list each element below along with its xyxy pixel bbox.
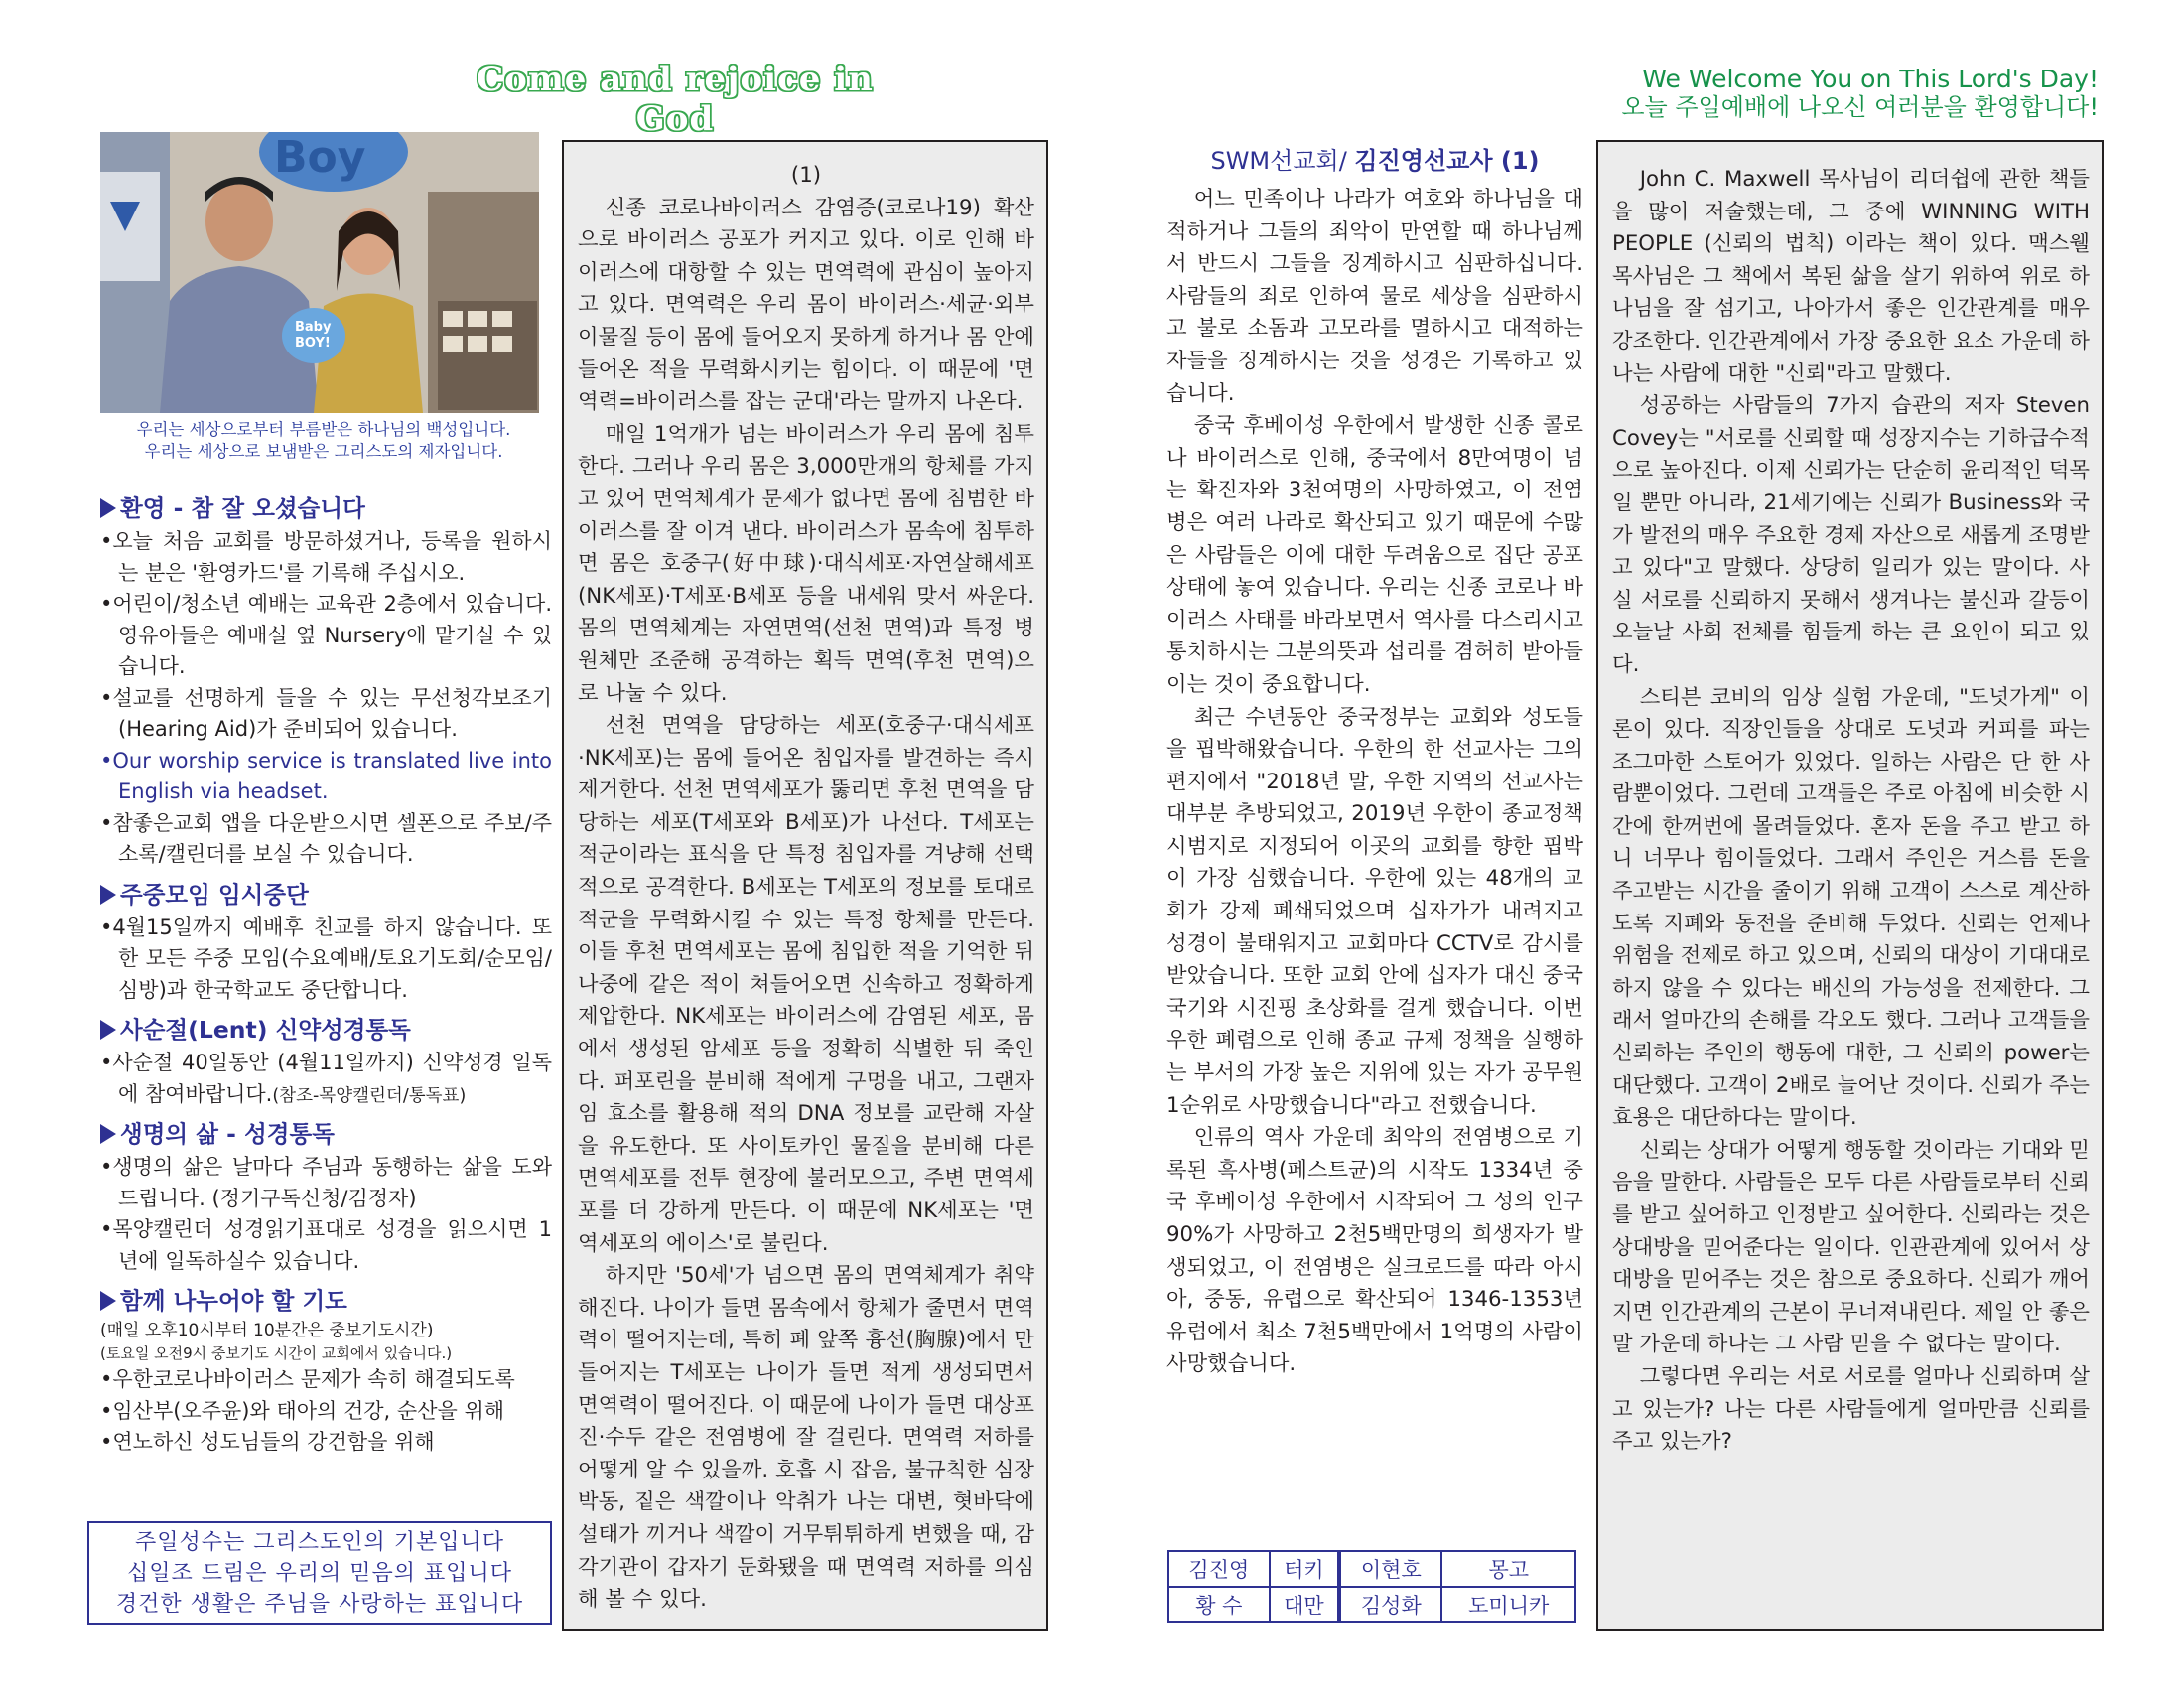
table-cell: 황 수 bbox=[1168, 1587, 1270, 1622]
article-heading: (1) bbox=[790, 163, 822, 188]
statement-line: 주일성수는 그리스도인의 기본입니다 bbox=[134, 1530, 505, 1555]
section-heading-life: 생명의 삶 - 성경통독 bbox=[100, 1118, 552, 1150]
prayer-note: (매일 오후10시부터 10분간은 중보기도시간) bbox=[100, 1321, 434, 1340]
letter-paragraph: 인류의 역사 가운데 최악의 전염병으로 기록된 흑사병(페스트균)의 시작도 1334년 중국 후베이성 우한에서 시작되어 그 성의 인구 90%가 사망하고 2천5백만명의 희생자가 발생되었고, 이 전염병은 실크로드를 따라 아시아, 중동, 유럽으로 확산되어 1346-1353년 유럽에서 최소 7천5백만에서 1억명의 사람이 사망했습니다. bbox=[1166, 1125, 1583, 1377]
triangle-bullet-icon bbox=[100, 885, 116, 905]
table-cell: 몽고 bbox=[1441, 1551, 1575, 1587]
letter-paragraph: 중국 후베이성 우한에서 발생한 신종 콜로나 바이러스로 인해, 중국에서 8만여명이 넘는 확진자와 3천여명의 사망하였고, 이 전염병은 여러 나라로 확산되고 있기 때문에 수많은 사람들은 이에 대한 두려움으로 집단 공포 상태에 놓여 있습니다. 우리는 신종 코로나 바이러스 사태를 바라보면서 역사를 다스리시고 통치하시는 그분의뜻과 섭리를 겸허히 받아들이는 것이 중요합니다. bbox=[1166, 413, 1583, 697]
list-item: •어린이/청소년 예배는 교육관 2층에서 있습니다. 영유아들은 예배실 옆 Nursery에 맡기실 수 있습니다. bbox=[100, 592, 552, 678]
section-heading-welcome: 환영 - 참 잘 오셨습니다 bbox=[100, 492, 552, 524]
article-paragraph: 매일 1억개가 넘는 바이러스가 우리 몸에 침투한다. 그러나 우리 몸은 3,000만개의 항체를 가지고 있어 면역체계가 문제가 없다면 몸에 침범한 바이러스를 잘 이겨 낸다. 바이러스가 몸속에 침투하면 몸은 호중구(好中球)·대식세포·자연살해세포(NK세포)·T세포·B세포 등을 내세워 맞서 싸운다. 몸의 면역체계는 자연면역(선천 면역)과 특정 병원체만 조준해 공격하는 획득 면역(후천 면역)으로 나눌 수 있다. bbox=[578, 421, 1034, 706]
caption-line: 우리는 세상으로부터 부름받은 하나님의 백성입니다. bbox=[136, 420, 511, 439]
caption-line: 우리는 세상으로 보냄받은 그리스도의 제자입니다. bbox=[144, 442, 503, 461]
announcements bbox=[100, 485, 552, 1459]
couple-photo bbox=[100, 132, 539, 413]
section-heading-lent: 사순절(Lent) 신약성경통독 bbox=[100, 1014, 552, 1046]
couple-photo-image bbox=[100, 132, 539, 413]
list-item: •Our worship service is translated live into English via headset. bbox=[100, 748, 552, 803]
table-cell: 도미니카 bbox=[1441, 1587, 1575, 1622]
welcome-header bbox=[1621, 66, 2099, 121]
triangle-bullet-icon bbox=[100, 1291, 116, 1311]
article-paragraph: 성공하는 사람들의 7가지 습관의 저자 Steven Covey는 "서로를 신뢰할 때 성장지수는 기하급수적으로 높아진다. 이제 신뢰가는 단순히 윤리적인 덕목일 뿐만 아니라, 21세기에는 신뢰가 Business와 국가 발전의 매우 주요한 경제 자산으로 새롭게 조명받고 있다"고 말했다. 상당히 일리가 있는 말이다. 사실 서로를 신뢰하지 못해서 생겨나는 불신과 갈등이 오늘날 사회 전체를 힘들게 하는 큰 요인이 되고 있다. bbox=[1612, 393, 2090, 677]
trust-article bbox=[1596, 140, 2104, 1631]
boxed-statements bbox=[87, 1521, 552, 1625]
welcome-header-english: We Welcome You on This Lord's Day! bbox=[1642, 65, 2099, 93]
table-row bbox=[1168, 1587, 1575, 1622]
article-paragraph: 그렇다면 우리는 서로 서로를 얼마나 신뢰하며 살고 있는가? 나는 다른 사람들에게 얼마만큼 신뢰를 주고 있는가? bbox=[1612, 1363, 2090, 1455]
statement-line: 경건한 생활은 주님을 사랑하는 표입니다 bbox=[115, 1592, 524, 1617]
table-row bbox=[1168, 1551, 1575, 1587]
article-paragraph: 선천 면역을 담당하는 세포(호중구·대식세포·NK세포)는 몸에 들어온 침입자를 발견하는 즉시 제거한다. 선천 면역세포가 뚫리면 후천 면역을 담당하는 세포(T세포와 B세포)가 나선다. T세포는 적군이라는 표식을 단 특정 침입자를 겨냥해 선택적으로 공격한다. B세포는 T세포의 정보를 토대로 적군을 무력화시킬 수 있는 특정 항체를 만든다. 이들 후천 면역세포는 몸에 침입한 적을 기억한 뒤 나중에 같은 적이 쳐들어오면 신속하고 정확하게 제압한다. NK세포는 바이러스에 감염된 세포, 몸에서 생성된 암세포 등을 정확히 식별한 뒤 죽인다. 퍼포린을 분비해 적에게 구멍을 내고, 그랜자임 효소를 활용해 적의 DNA 정보를 교란해 자살을 유도한다. 또 사이토카인 물질을 분비해 다른 면역세포를 전투 현장에 불러모으고, 주변 면역세포를 더 강하게 만든다. 이 때문에 NK세포는 '면역세포의 에이스'로 불린다. bbox=[578, 713, 1034, 1256]
welcome-header-korean: 오늘 주일예배에 나오신 여러분을 환영합니다! bbox=[1621, 92, 2099, 121]
letter-paragraph: 최근 수년동안 중국정부는 교회와 성도들을 핍박해왔습니다. 우한의 한 선교사는 그의 편지에서 "2018년 말, 우한 지역의 선교사는 대부분 추방되었고, 2019년 우한이 종교정책 시범지로 지정되어 이곳의 교회를 향한 핍박이 가장 심했습니다. 우한에 있는 48개의 교회가 강제 폐쇄되었으며 십자가가 내려지고 성경이 불태워지고 교회마다 CCTV로 감시를 받았습니다. 또한 교회 안에 십자가 대신 중국 국기와 시진핑 초상화를 걸게 했습니다. 이번 우한 폐렴으로 인해 종교 규제 정책을 실행하는 부서의 가장 높은 지위에 있는 자가 공무원 1순위로 사망했습니다"라고 전했습니다. bbox=[1166, 704, 1583, 1118]
list-item: •목양캘린더 성경읽기표대로 성경을 읽으시면 1년에 일독하실수 있습니다. bbox=[100, 1217, 552, 1273]
table-cell: 김성화 bbox=[1339, 1587, 1441, 1622]
triangle-bullet-icon bbox=[100, 1124, 116, 1144]
section-heading-prayer: 함께 나누어야 할 기도 bbox=[100, 1285, 552, 1317]
prayer-subnote: (토요일 오전9시 중보기도 시간이 교회에서 있습니다.) bbox=[100, 1344, 453, 1362]
immunity-article bbox=[562, 140, 1048, 1631]
table-cell: 이현호 bbox=[1339, 1551, 1441, 1587]
article-paragraph: 하지만 '50세'가 넘으면 몸의 면역체계가 취약해진다. 나이가 들면 몸속에서 항체가 줄면서 면역력이 떨어지는데, 특히 폐 앞쪽 흉선(胸腺)에서 만들어지는 T세포는 나이가 들면 적게 생성되면서 면역력이 떨어진다. 이 때문에 나이가 들면 대상포진·수두 같은 전염병에 잘 걸린다. 면역력 저하를 어떻게 알 수 있을까. 호흡 시 잡음, 불규칙한 심장 박동, 짙은 색깔이나 악취가 나는 대변, 혓바닥에 설태가 끼거나 색깔이 거무튀튀하게 변했을 때, 감각기관이 갑자기 둔화됐을 때 면역력 저하를 의심해 볼 수 있다. bbox=[578, 1263, 1034, 1613]
section-heading-midweek: 주중모임 임시중단 bbox=[100, 879, 552, 911]
svg-text:BOY!: BOY! bbox=[295, 336, 331, 351]
article-paragraph: 신뢰는 상대가 어떻게 행동할 것이라는 기대와 믿음을 말한다. 사람들은 모두 다른 사람들로부터 신뢰를 받고 싶어하고 인정받고 싶어한다. 신뢰라는 것은 상대방을 믿어준다는 일이다. 인관관계에 있어서 상대방을 믿어주는 것은 참으로 중요하다. 신뢰가 깨어지면 인간관계의 근본이 무너져내린다. 제일 안 좋은 말 가운데 하나는 그 사람 믿을 수 없다는 말이다. bbox=[1612, 1137, 2090, 1357]
missionary-title: SWM선교회/ 김진영선교사 (1) bbox=[1210, 147, 1540, 175]
statement-line: 십일조 드림은 우리의 믿음의 표입니다 bbox=[126, 1561, 512, 1586]
table-cell: 터키 bbox=[1270, 1551, 1339, 1587]
svg-text:Boy: Boy bbox=[274, 132, 366, 183]
triangle-bullet-icon bbox=[100, 1020, 116, 1040]
table-cell: 김진영 bbox=[1168, 1551, 1270, 1587]
photo-caption bbox=[100, 419, 547, 463]
list-item: •참좋은교회 앱을 다운받으시면 셀폰으로 주보/주소록/캘린더를 보실 수 있습니다. bbox=[100, 810, 552, 866]
letter-paragraph: 어느 민족이나 나라가 여호와 하나님을 대적하거나 그들의 죄악이 만연할 때 하나님께서 반드시 그들을 징계하시고 심판하십니다. 사람들의 죄로 인하여 물로 세상을 심판하시고 불로 소돔과 고모라를 멸하시고 대적하는 자들을 징계하시는 것을 성경은 기록하고 있습니다. bbox=[1166, 187, 1583, 406]
list-item: •오늘 처음 교회를 방문하셨거나, 등록을 원하시는 분은 '환영카드'를 기록해 주십시오. bbox=[100, 529, 552, 585]
list-item: •설교를 선명하게 들을 수 있는 무선청각보조기(Hearing Aid)가 준비되어 있습니다. bbox=[100, 685, 552, 741]
article-paragraph: John C. Maxwell 목사님이 리더쉽에 관한 책들을 많이 저술했는데, 그 중에 WINNING WITH PEOPLE (신뢰의 법칙) 이라는 책이 있다. 맥스웰 목사님은 그 책에서 복된 삶을 살기 위하여 위로 하나님을 잘 섬기고, 나아가서 좋은 인간관계를 매우 강조한다. 인간관계에서 가장 중요한 요소 가운데 하나는 사람에 대한 "신뢰"라고 말했다. bbox=[1612, 167, 2090, 386]
list-item: •생명의 삶은 날마다 주님과 동행하는 삶을 도와드립니다. (정기구독신청/김정자) bbox=[100, 1155, 552, 1210]
list-item: •사순절 40일동안 (4월11일까지) 신약성경 일독에 참여바랍니다.(참조-목양캘린더/통독표) bbox=[100, 1051, 552, 1106]
article-paragraph: 신종 코로나바이러스 감염증(코로나19) 확산으로 바이러스 공포가 커지고 있다. 이로 인해 바이러스에 대항할 수 있는 면역력에 관심이 높아지고 있다. 면역력은 우리 몸이 바이러스·세균·외부 이물질 등이 몸에 들어오지 못하게 하거나 몸 안에 들어온 적을 무력화시키는 힘이다. 이 때문에 '면역력=바이러스를 잡는 군대'라는 말까지 나온다. bbox=[578, 195, 1034, 415]
table-cell: 대만 bbox=[1270, 1587, 1339, 1622]
list-item: •임산부(오주윤)와 태아의 건강, 순산을 위해 bbox=[100, 1398, 505, 1423]
list-item: •4월15일까지 예배후 친교를 하지 않습니다. 또한 모든 주중 모임(수요예배/토요기도회/순모임/심방)과 한국학교도 중단합니다. bbox=[100, 914, 552, 1002]
page-title-left: Come and rejoice in God bbox=[477, 60, 874, 139]
missionary-letter bbox=[1166, 184, 1583, 1381]
list-item: •우한코로나바이러스 문제가 속히 해결되도록 bbox=[100, 1367, 515, 1391]
missionary-table bbox=[1167, 1550, 1576, 1623]
svg-text:Baby: Baby bbox=[295, 320, 332, 335]
triangle-bullet-icon bbox=[100, 498, 116, 518]
list-item: •연노하신 성도님들의 강건함을 위해 bbox=[100, 1430, 435, 1454]
article-paragraph: 스티븐 코비의 임상 실험 가운데, "도넛가게" 이론이 있다. 직장인들을 상대로 도넛과 커피를 파는 조그마한 스토어가 있었다. 일하는 사람은 단 한 사람뿐이었다. 그런데 고객들은 주로 아침에 비슷한 시간에 한꺼번에 몰려들었다. 혼자 돈을 주고 받고 하니 너무나 힘이들었다. 그래서 주인은 거스름 돈을 주고받는 시간을 줄이기 위해 고객이 스스로 계산하도록 지폐와 동전을 준비해 두었다. 신뢰는 언제나 위험을 전제로 하고 있으며, 신뢰의 대상이 기대대로 하지 않을 수 있다는 배신의 가능성을 전제한다. 그래서 얼마간의 손해를 각오도 했다. 그러나 고객들을 신뢰하는 주인의 행동에 대한, 그 신뢰의 power는 대단했다. 고객이 2배로 늘어난 것이다. 신뢰가 주는 효용은 대단하다는 말이다. bbox=[1612, 684, 2090, 1131]
